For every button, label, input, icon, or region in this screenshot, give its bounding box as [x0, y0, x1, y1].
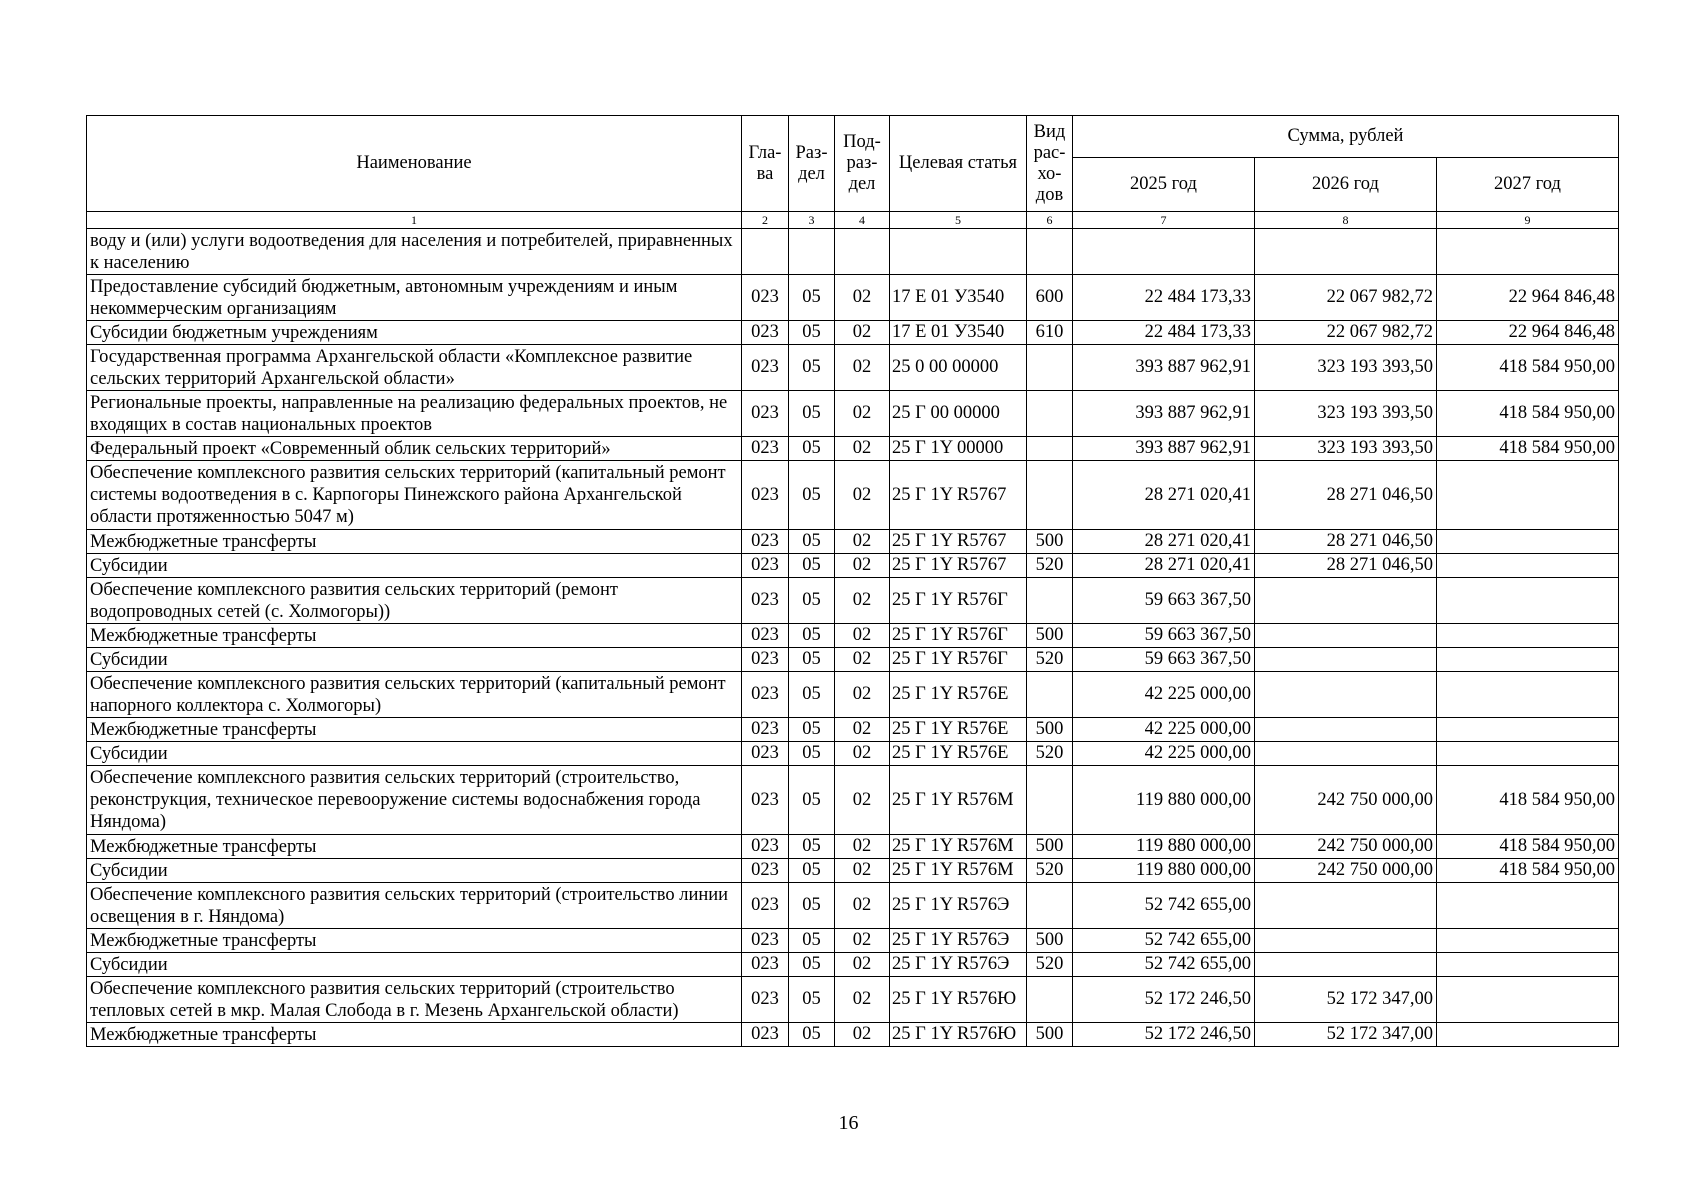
row-sum-2026: 28 271 046,50	[1255, 530, 1437, 554]
row-razdel: 05	[789, 1023, 835, 1047]
header-name: Наименование	[87, 116, 742, 212]
column-number: 7	[1073, 212, 1255, 229]
row-celevaya-statya: 25 Г 1Y R576Э	[890, 883, 1027, 929]
row-sum-2025: 52 172 246,50	[1073, 977, 1255, 1023]
row-sum-2027	[1437, 578, 1619, 624]
row-glava: 023	[742, 530, 789, 554]
row-glava: 023	[742, 554, 789, 578]
row-celevaya-statya: 25 0 00 00000	[890, 345, 1027, 391]
table-row	[87, 953, 1619, 977]
row-sum-2026: 242 750 000,00	[1255, 835, 1437, 859]
budget-table	[86, 115, 1619, 1047]
table-row	[87, 718, 1619, 742]
row-sum-2027	[1437, 883, 1619, 929]
row-sum-2027	[1437, 718, 1619, 742]
row-sum-2026	[1255, 229, 1437, 275]
row-vid-rashodov: 500	[1027, 1023, 1073, 1047]
header-year-2027: 2027 год	[1437, 158, 1619, 212]
table-row	[87, 624, 1619, 648]
row-celevaya-statya: 25 Г 00 00000	[890, 391, 1027, 437]
column-number: 4	[835, 212, 890, 229]
row-vid-rashodov: 520	[1027, 648, 1073, 672]
column-number: 5	[890, 212, 1027, 229]
column-number: 6	[1027, 212, 1073, 229]
column-number: 9	[1437, 212, 1619, 229]
row-celevaya-statya: 25 Г 1Y R5767	[890, 461, 1027, 530]
table-row	[87, 321, 1619, 345]
row-sum-2026	[1255, 672, 1437, 718]
row-vid-rashodov: 600	[1027, 275, 1073, 321]
row-sum-2026: 323 193 393,50	[1255, 437, 1437, 461]
row-celevaya-statya: 25 Г 1Y R576М	[890, 859, 1027, 883]
row-sum-2027	[1437, 461, 1619, 530]
row-sum-2027: 418 584 950,00	[1437, 766, 1619, 835]
row-razdel: 05	[789, 345, 835, 391]
row-glava: 023	[742, 1023, 789, 1047]
header-vid-rashodov: Вид рас-хо-дов	[1027, 116, 1073, 212]
header-year-2025: 2025 год	[1073, 158, 1255, 212]
row-celevaya-statya	[890, 229, 1027, 275]
row-vid-rashodov: 520	[1027, 554, 1073, 578]
row-celevaya-statya: 25 Г 1Y R576Г	[890, 648, 1027, 672]
row-name: Обеспечение комплексного развития сельских территорий (строительство, реконструкция, техническое перевооружение системы водоснабжения города Няндома)	[87, 766, 742, 835]
row-celevaya-statya: 25 Г 1Y R5767	[890, 554, 1027, 578]
row-podrazdel: 02	[835, 554, 890, 578]
row-vid-rashodov	[1027, 766, 1073, 835]
row-razdel: 05	[789, 977, 835, 1023]
row-sum-2027	[1437, 554, 1619, 578]
table-row	[87, 859, 1619, 883]
row-sum-2027: 22 964 846,48	[1437, 275, 1619, 321]
row-vid-rashodov	[1027, 578, 1073, 624]
row-razdel: 05	[789, 859, 835, 883]
row-podrazdel: 02	[835, 275, 890, 321]
row-vid-rashodov	[1027, 461, 1073, 530]
row-glava: 023	[742, 977, 789, 1023]
row-podrazdel: 02	[835, 578, 890, 624]
row-sum-2025: 393 887 962,91	[1073, 345, 1255, 391]
row-razdel: 05	[789, 718, 835, 742]
row-sum-2027: 418 584 950,00	[1437, 835, 1619, 859]
row-celevaya-statya: 25 Г 1Y R576Е	[890, 672, 1027, 718]
row-sum-2026: 52 172 347,00	[1255, 1023, 1437, 1047]
row-name: Субсидии	[87, 554, 742, 578]
row-podrazdel: 02	[835, 672, 890, 718]
row-name: Государственная программа Архангельской области «Комплексное развитие сельских территорий Архангельской области»	[87, 345, 742, 391]
row-name: воду и (или) услуги водоотведения для населения и потребителей, приравненных к населению	[87, 229, 742, 275]
row-sum-2026	[1255, 742, 1437, 766]
row-name: Региональные проекты, направленные на реализацию федеральных проектов, не входящих в состав национальных проектов	[87, 391, 742, 437]
table-row	[87, 977, 1619, 1023]
row-celevaya-statya: 25 Г 1Y R576Ю	[890, 977, 1027, 1023]
row-podrazdel: 02	[835, 766, 890, 835]
column-number: 3	[789, 212, 835, 229]
row-razdel: 05	[789, 672, 835, 718]
row-sum-2026	[1255, 648, 1437, 672]
row-razdel: 05	[789, 437, 835, 461]
row-glava: 023	[742, 345, 789, 391]
row-vid-rashodov: 500	[1027, 624, 1073, 648]
row-sum-2025: 28 271 020,41	[1073, 461, 1255, 530]
row-sum-2025: 59 663 367,50	[1073, 578, 1255, 624]
row-sum-2025: 42 225 000,00	[1073, 742, 1255, 766]
row-celevaya-statya: 17 Е 01 У3540	[890, 275, 1027, 321]
row-vid-rashodov	[1027, 391, 1073, 437]
row-sum-2025	[1073, 229, 1255, 275]
row-razdel: 05	[789, 953, 835, 977]
row-razdel: 05	[789, 461, 835, 530]
row-sum-2027: 418 584 950,00	[1437, 437, 1619, 461]
row-glava: 023	[742, 461, 789, 530]
row-vid-rashodov: 520	[1027, 742, 1073, 766]
row-razdel: 05	[789, 530, 835, 554]
row-podrazdel: 02	[835, 321, 890, 345]
table-body	[87, 229, 1619, 1047]
row-glava: 023	[742, 835, 789, 859]
header-celevaya-statya: Целевая статья	[890, 116, 1027, 212]
row-celevaya-statya: 25 Г 1Y R576Е	[890, 718, 1027, 742]
row-sum-2027	[1437, 672, 1619, 718]
row-sum-2027: 418 584 950,00	[1437, 345, 1619, 391]
row-vid-rashodov: 520	[1027, 859, 1073, 883]
row-vid-rashodov: 500	[1027, 929, 1073, 953]
row-celevaya-statya: 17 Е 01 У3540	[890, 321, 1027, 345]
row-razdel: 05	[789, 578, 835, 624]
row-razdel: 05	[789, 554, 835, 578]
row-glava: 023	[742, 718, 789, 742]
table-row	[87, 648, 1619, 672]
row-glava: 023	[742, 437, 789, 461]
row-name: Обеспечение комплексного развития сельских территорий (строительство линии освещения в г. Няндома)	[87, 883, 742, 929]
row-glava: 023	[742, 883, 789, 929]
row-glava: 023	[742, 672, 789, 718]
table-row	[87, 742, 1619, 766]
row-name: Субсидии	[87, 859, 742, 883]
row-sum-2025: 42 225 000,00	[1073, 672, 1255, 718]
row-sum-2025: 22 484 173,33	[1073, 321, 1255, 345]
row-sum-2025: 59 663 367,50	[1073, 624, 1255, 648]
row-glava: 023	[742, 953, 789, 977]
column-number: 8	[1255, 212, 1437, 229]
row-sum-2027	[1437, 624, 1619, 648]
row-vid-rashodov	[1027, 345, 1073, 391]
row-vid-rashodov: 610	[1027, 321, 1073, 345]
row-razdel: 05	[789, 835, 835, 859]
row-celevaya-statya: 25 Г 1Y R5767	[890, 530, 1027, 554]
row-podrazdel: 02	[835, 742, 890, 766]
row-podrazdel: 02	[835, 1023, 890, 1047]
row-sum-2026	[1255, 718, 1437, 742]
row-vid-rashodov	[1027, 437, 1073, 461]
table-row	[87, 672, 1619, 718]
row-podrazdel: 02	[835, 530, 890, 554]
row-glava: 023	[742, 766, 789, 835]
row-sum-2026: 28 271 046,50	[1255, 554, 1437, 578]
row-sum-2026	[1255, 578, 1437, 624]
row-sum-2026: 28 271 046,50	[1255, 461, 1437, 530]
table-row	[87, 437, 1619, 461]
row-sum-2025: 28 271 020,41	[1073, 554, 1255, 578]
row-celevaya-statya: 25 Г 1Y R576Ю	[890, 1023, 1027, 1047]
row-vid-rashodov: 500	[1027, 718, 1073, 742]
row-sum-2025: 52 742 655,00	[1073, 953, 1255, 977]
row-glava: 023	[742, 929, 789, 953]
row-sum-2025: 22 484 173,33	[1073, 275, 1255, 321]
row-glava	[742, 229, 789, 275]
table-row	[87, 883, 1619, 929]
row-sum-2025: 393 887 962,91	[1073, 437, 1255, 461]
row-name: Предоставление субсидий бюджетным, автономным учреждениям и иным некоммерческим организациям	[87, 275, 742, 321]
row-sum-2025: 119 880 000,00	[1073, 859, 1255, 883]
row-sum-2025: 119 880 000,00	[1073, 766, 1255, 835]
table-row	[87, 578, 1619, 624]
row-vid-rashodov: 500	[1027, 835, 1073, 859]
row-celevaya-statya: 25 Г 1Y R576Г	[890, 578, 1027, 624]
row-sum-2025: 28 271 020,41	[1073, 530, 1255, 554]
row-name: Межбюджетные трансферты	[87, 835, 742, 859]
row-sum-2027	[1437, 648, 1619, 672]
row-celevaya-statya: 25 Г 1Y R576Э	[890, 953, 1027, 977]
row-sum-2025: 52 742 655,00	[1073, 883, 1255, 929]
table-row	[87, 835, 1619, 859]
row-razdel: 05	[789, 624, 835, 648]
row-podrazdel: 02	[835, 977, 890, 1023]
row-glava: 023	[742, 742, 789, 766]
row-vid-rashodov	[1027, 883, 1073, 929]
row-podrazdel: 02	[835, 859, 890, 883]
row-name: Субсидии	[87, 648, 742, 672]
row-celevaya-statya: 25 Г 1Y R576Э	[890, 929, 1027, 953]
row-sum-2026: 22 067 982,72	[1255, 321, 1437, 345]
table-row	[87, 766, 1619, 835]
row-name: Субсидии бюджетным учреждениям	[87, 321, 742, 345]
row-sum-2025: 52 742 655,00	[1073, 929, 1255, 953]
row-razdel: 05	[789, 766, 835, 835]
row-razdel: 05	[789, 883, 835, 929]
row-vid-rashodov	[1027, 977, 1073, 1023]
row-sum-2027: 22 964 846,48	[1437, 321, 1619, 345]
row-podrazdel: 02	[835, 391, 890, 437]
row-glava: 023	[742, 859, 789, 883]
row-podrazdel: 02	[835, 648, 890, 672]
row-sum-2027	[1437, 977, 1619, 1023]
row-podrazdel	[835, 229, 890, 275]
row-razdel: 05	[789, 742, 835, 766]
row-name: Межбюджетные трансферты	[87, 530, 742, 554]
row-razdel: 05	[789, 275, 835, 321]
row-sum-2026	[1255, 953, 1437, 977]
row-sum-2025: 52 172 246,50	[1073, 1023, 1255, 1047]
table-row	[87, 1023, 1619, 1047]
row-name: Межбюджетные трансферты	[87, 929, 742, 953]
row-name: Федеральный проект «Современный облик сельских территорий»	[87, 437, 742, 461]
table-row	[87, 345, 1619, 391]
row-podrazdel: 02	[835, 437, 890, 461]
row-sum-2027	[1437, 953, 1619, 977]
row-sum-2027: 418 584 950,00	[1437, 859, 1619, 883]
row-razdel	[789, 229, 835, 275]
row-podrazdel: 02	[835, 953, 890, 977]
row-sum-2025: 42 225 000,00	[1073, 718, 1255, 742]
row-celevaya-statya: 25 Г 1Y 00000	[890, 437, 1027, 461]
table-row	[87, 275, 1619, 321]
row-vid-rashodov: 520	[1027, 953, 1073, 977]
row-sum-2026: 52 172 347,00	[1255, 977, 1437, 1023]
row-glava: 023	[742, 578, 789, 624]
row-glava: 023	[742, 624, 789, 648]
row-glava: 023	[742, 648, 789, 672]
table-row	[87, 530, 1619, 554]
row-podrazdel: 02	[835, 929, 890, 953]
row-glava: 023	[742, 275, 789, 321]
header-summa: Сумма, рублей	[1073, 116, 1619, 158]
row-sum-2027	[1437, 1023, 1619, 1047]
row-celevaya-statya: 25 Г 1Y R576М	[890, 835, 1027, 859]
row-podrazdel: 02	[835, 624, 890, 648]
row-podrazdel: 02	[835, 718, 890, 742]
row-vid-rashodov	[1027, 229, 1073, 275]
row-name: Межбюджетные трансферты	[87, 624, 742, 648]
row-sum-2025: 59 663 367,50	[1073, 648, 1255, 672]
row-sum-2027	[1437, 229, 1619, 275]
row-razdel: 05	[789, 321, 835, 345]
row-sum-2027	[1437, 929, 1619, 953]
column-number: 2	[742, 212, 789, 229]
table-row	[87, 461, 1619, 530]
row-celevaya-statya: 25 Г 1Y R576Е	[890, 742, 1027, 766]
header-year-2026: 2026 год	[1255, 158, 1437, 212]
row-razdel: 05	[789, 648, 835, 672]
row-name: Субсидии	[87, 953, 742, 977]
row-sum-2026: 242 750 000,00	[1255, 766, 1437, 835]
row-podrazdel: 02	[835, 461, 890, 530]
row-sum-2027: 418 584 950,00	[1437, 391, 1619, 437]
row-sum-2025: 119 880 000,00	[1073, 835, 1255, 859]
row-razdel: 05	[789, 391, 835, 437]
row-podrazdel: 02	[835, 883, 890, 929]
row-sum-2027	[1437, 530, 1619, 554]
row-podrazdel: 02	[835, 345, 890, 391]
row-name: Межбюджетные трансферты	[87, 1023, 742, 1047]
row-name: Обеспечение комплексного развития сельских территорий (капитальный ремонт напорного коллектора с. Холмогоры)	[87, 672, 742, 718]
table-row	[87, 929, 1619, 953]
row-sum-2026: 323 193 393,50	[1255, 391, 1437, 437]
row-name: Межбюджетные трансферты	[87, 718, 742, 742]
row-celevaya-statya: 25 Г 1Y R576М	[890, 766, 1027, 835]
row-sum-2026	[1255, 624, 1437, 648]
row-celevaya-statya: 25 Г 1Y R576Г	[890, 624, 1027, 648]
table-row	[87, 391, 1619, 437]
row-name: Субсидии	[87, 742, 742, 766]
row-sum-2025: 393 887 962,91	[1073, 391, 1255, 437]
row-sum-2026: 242 750 000,00	[1255, 859, 1437, 883]
header-glava: Гла-ва	[742, 116, 789, 212]
header-razdel: Раз-дел	[789, 116, 835, 212]
row-razdel: 05	[789, 929, 835, 953]
column-number-row	[87, 212, 1619, 229]
page-number: 16	[838, 1112, 859, 1134]
row-vid-rashodov: 500	[1027, 530, 1073, 554]
header-podrazdel: Под-раз-дел	[835, 116, 890, 212]
row-name: Обеспечение комплексного развития сельских территорий (капитальный ремонт системы водоотведения в с. Карпогоры Пинежского района Архангельской области протяженностью 5047 м)	[87, 461, 742, 530]
row-name: Обеспечение комплексного развития сельских территорий (строительство тепловых сетей в мкр. Малая Слобода в г. Мезень Архангельской области)	[87, 977, 742, 1023]
row-glava: 023	[742, 391, 789, 437]
row-name: Обеспечение комплексного развития сельских территорий (ремонт водопроводных сетей (с. Холмогоры))	[87, 578, 742, 624]
row-podrazdel: 02	[835, 835, 890, 859]
row-vid-rashodov	[1027, 672, 1073, 718]
row-glava: 023	[742, 321, 789, 345]
table-row	[87, 229, 1619, 275]
column-number: 1	[87, 212, 742, 229]
row-sum-2026: 22 067 982,72	[1255, 275, 1437, 321]
table-row	[87, 554, 1619, 578]
row-sum-2027	[1437, 742, 1619, 766]
row-sum-2026	[1255, 883, 1437, 929]
row-sum-2026	[1255, 929, 1437, 953]
row-sum-2026: 323 193 393,50	[1255, 345, 1437, 391]
